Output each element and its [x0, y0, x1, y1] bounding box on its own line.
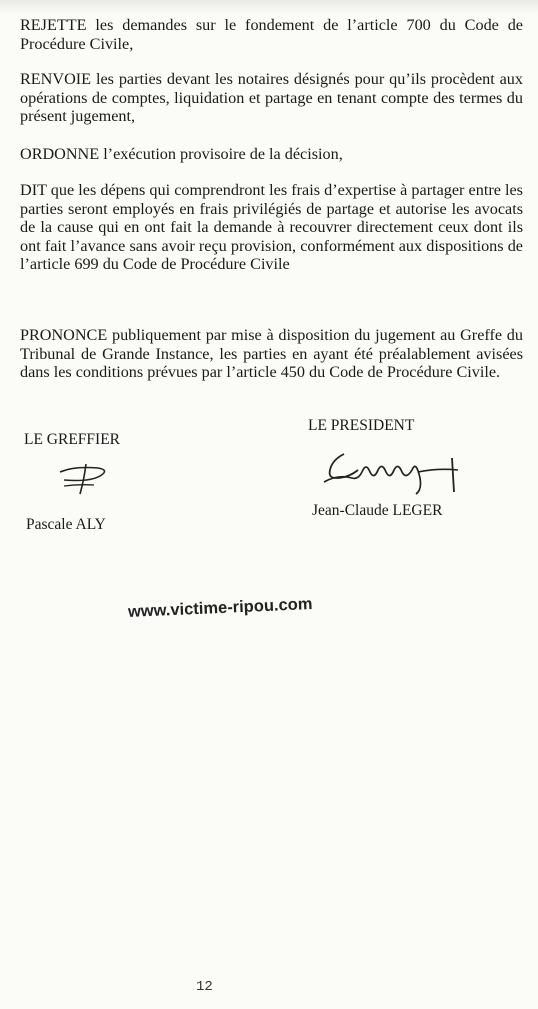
paragraph-ordonne-text: l’exécution provisoire de la décision, [99, 145, 343, 163]
paragraph-dit [20, 181, 523, 274]
keyword-dit: DIT [20, 181, 47, 199]
paragraph-renvoie [20, 70, 523, 126]
paragraph-ordonne [20, 145, 523, 164]
president-signature [318, 448, 478, 498]
keyword-prononce: PRONONCE [20, 326, 108, 344]
paragraph-dit-text: que les dépens qui comprendront les frais d’expertise à partager entre les parties seront employés en frais privilégiés de partage et autorise les avocats de la cause qui en ont fait la demande à recouvrer directement ceux dont ils ont fait l’avance sans avoir reçu provision, conformément aux dispositions de l’article 699 du Code de Procédure Civile [20, 181, 523, 273]
scan-edge-shadow [0, 0, 538, 14]
paragraph-renvoie-text: les parties devant les notaires désignés pour qu’ils procèdent aux opérations de comptes, liquidation et partage en tenant compte des termes du présent jugement, [20, 70, 523, 125]
paragraph-prononce-text: publiquement par mise à disposition du jugement au Greffe du Tribunal de Grande Instance, les parties en ayant été préalablement avisées dans les conditions prévues par l’article 450 du Code de Procédure Civile. [20, 326, 523, 381]
greffier-name: Pascale ALY [26, 516, 106, 533]
president-name: Jean-Claude LEGER [312, 502, 443, 519]
paragraph-rejette-text: les demandes sur le fondement de l’article 700 du Code de Procédure Civile, [20, 16, 523, 53]
greffier-title: LE GREFFIER [24, 431, 121, 448]
president-title: LE PRESIDENT [308, 417, 415, 434]
greffier-signature [54, 458, 114, 498]
keyword-rejette: REJETTE [20, 16, 87, 34]
page-number: 12 [196, 979, 213, 995]
paragraph-rejette [20, 16, 523, 53]
watermark-link[interactable]: www.victime-ripou.com [127, 594, 313, 621]
keyword-renvoie: RENVOIE [20, 70, 92, 88]
paragraph-prononce [20, 326, 523, 382]
keyword-ordonne: ORDONNE [20, 145, 100, 163]
bleed-through-text [28, 530, 36, 560]
